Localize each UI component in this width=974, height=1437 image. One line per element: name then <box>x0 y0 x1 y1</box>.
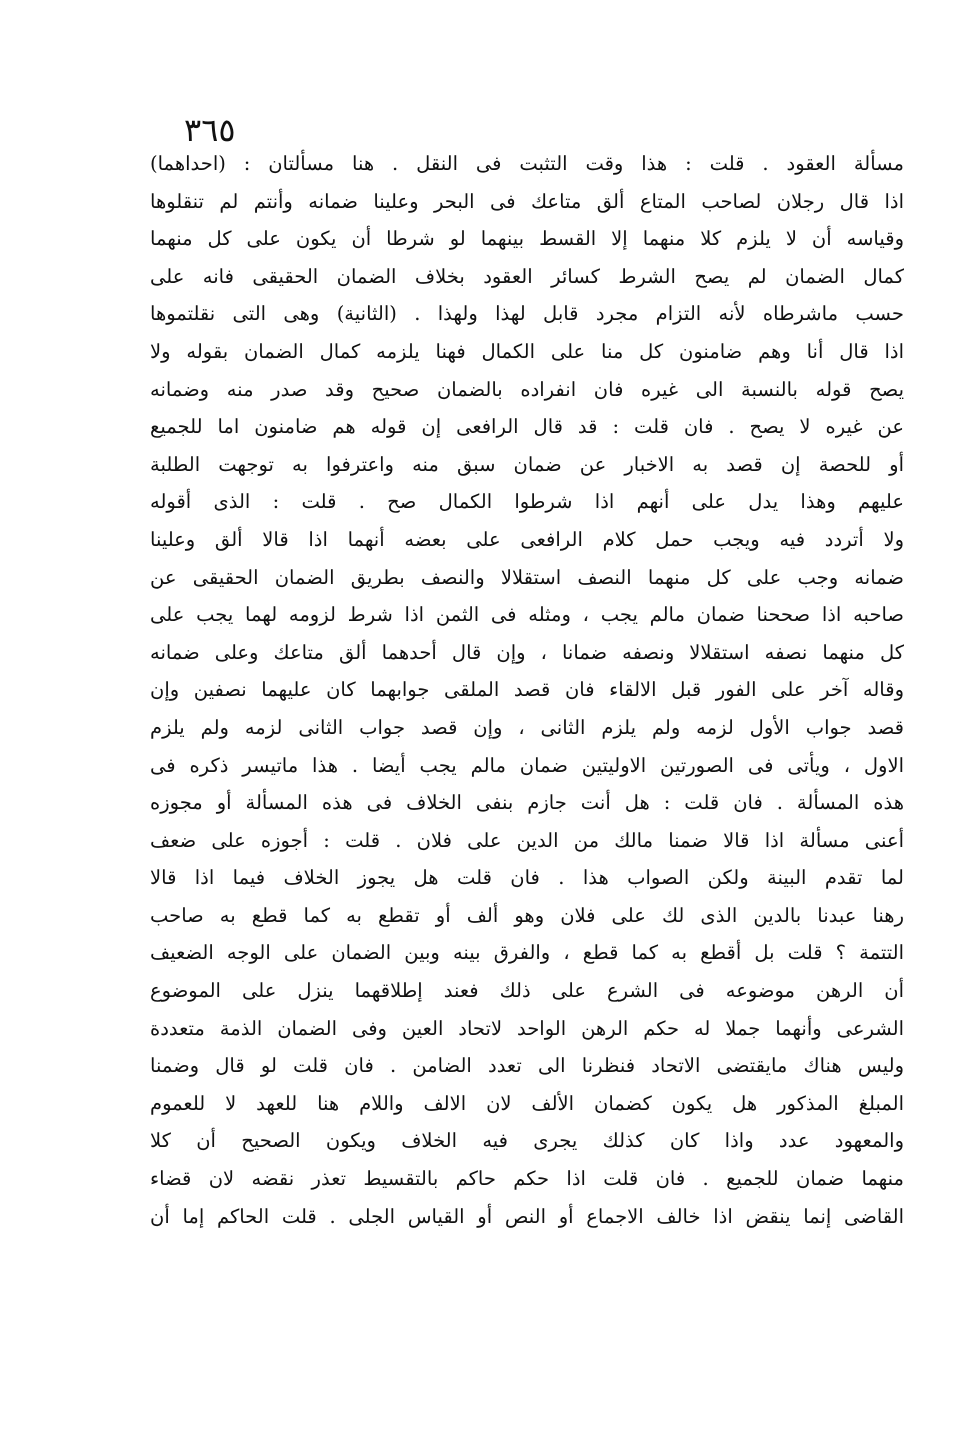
text-line: وليس هناك مايقتضى الاتحاد فنظرنا الى تعدد الضامن . فان قلت لو قال وضمنا <box>150 1054 904 1078</box>
text-line: التتمة ؟ قلت بل أقطع به كما قطع ، والفرق بينه وبين الضمان على الوجه الضعيف <box>150 941 904 965</box>
text-line: هذه المسألة . فان قلت : هل أنت جازم بنفى الخلاف فى هذه المسألة أو مجوزه <box>150 791 904 815</box>
text-line: صاحبه اذا صححنا ضمان مالم يجب ، ومثله فى الثمن اذا شرط لزومه لهما يجب على <box>150 603 904 627</box>
text-line: ضمانه وجب على كل منهما النصف استقلالا والنصف بطريق الضمان الحقيقى عن <box>150 565 904 589</box>
text-line: أعنى مسألة اذا قالا ضمنا مالك من الدين على فلان . قلت : أجوزه على ضعف <box>150 828 904 852</box>
text-line: والمعهود عدد واذا كان كذلك يجرى فيه الخلاف ويكون الصحيح أن كلا <box>150 1129 904 1153</box>
text-line: اذا قال رجلان لصاحب المتاع ألق متاعك فى البحر وعلينا ضمانه وأنتم لم تنقلوها <box>150 189 904 213</box>
text-line: يصح قوله بالنسبة الى غيره فان انفراده بالضمان صحيح وقد صدر منه وضمانه <box>150 377 904 401</box>
text-line: أو للحصة إن قصد به الاخبار عن ضمان سبق منه واعترفوا به توجهت الطلبة <box>150 452 904 476</box>
text-line: لما تقدم البينة ولكن الصواب هذا . فان قلت هل يجوز الخلاف فيما اذا قالا <box>150 866 904 890</box>
text-line: عليهم وهذا يدل على أنهم اذا شرطوا الكمال صح . قلت : الذى أقوله <box>150 490 904 514</box>
text-line: وقاله آخر على الفور قبل الالقاء فان قصد الملقى جوابهما كان عليهما نصفين وإن <box>150 678 904 702</box>
text-line: اذا قال أنا وهم ضامنون كل منا على الكمال فهنا يلزمه كمال الضمان بقوله ولا <box>150 339 904 363</box>
text-line: القاضى إنما ينقض اذا خالف الاجماع أو النص أو القياس الجلى . قلت الحاكم إما أن <box>150 1204 904 1228</box>
body-text <box>150 145 904 1235</box>
text-line: عن غيره لا يصح . فان قلت : قد قال الرافعى إن قوله هم ضامنون اما للجميع <box>150 415 904 439</box>
text-line: الشرعى وأنهما جملا له حكم الرهن الواحد لاتحاد العين وفى الضمان الذمة متعددة <box>150 1016 904 1040</box>
text-line: كمال الضمان لم يصح الشرط كسائر العقود بخلاف الضمان الحقيقى فانه على <box>150 264 904 288</box>
text-line: حسب ماشرطاه لأنه التزام مجرد قابل لهذا ولهذا . (الثانية) وهى التى نقلتموها <box>150 302 904 326</box>
page-number: ٣٦٥ <box>184 111 236 149</box>
text-line: ولا أتردد فيه ويجب حمل كلام الرافعى على بعضه أنهما اذا قالا ألق وعلينا <box>150 527 904 551</box>
text-line: وقياسه أن لا يلزم كلا منهما إلا القسط بينهما لو شرطا أن يكون على كل منهما <box>150 227 904 251</box>
text-line: رهنا عبدنا بالدين الذى لك على فلان وهو ألف أو تقطع به كما قطع به صاحب <box>150 903 904 927</box>
text-line: المبلغ المذكور هل يكون كضمان الألف لان الالف واللام هنا للعهد لا للعموم <box>150 1091 904 1115</box>
text-line: مسألة العقود . قلت : هذا وقت التثبت فى النقل . هنا مسألتان : (احداهما) <box>150 152 904 175</box>
text-line: منهما ضمان للجميع . فان قلت اذا حكم حاكم بالتقسيط تعذر نقضه لان قضاء <box>150 1167 904 1191</box>
text-line: قصد جواب الأول لزمه ولم يلزم الثانى ، وإن قصد جواب الثانى لزمه ولم يلزم <box>150 715 904 739</box>
text-line: كل منهما نصفه استقلالا ونصفه ضمانا ، وإن قال أحدهما ألق متاعك وعلى ضمانه <box>150 640 904 664</box>
text-line: الاول ، ويأتى فى الصورتين الاوليتين ضمان مالم يجب أيضا . هذا ماتيسر ذكره فى <box>150 753 904 777</box>
text-line: أن الرهن موضوعه فى الشرع على ذلك فعند إطلاقهما ينزل على الموضوع <box>150 979 904 1003</box>
